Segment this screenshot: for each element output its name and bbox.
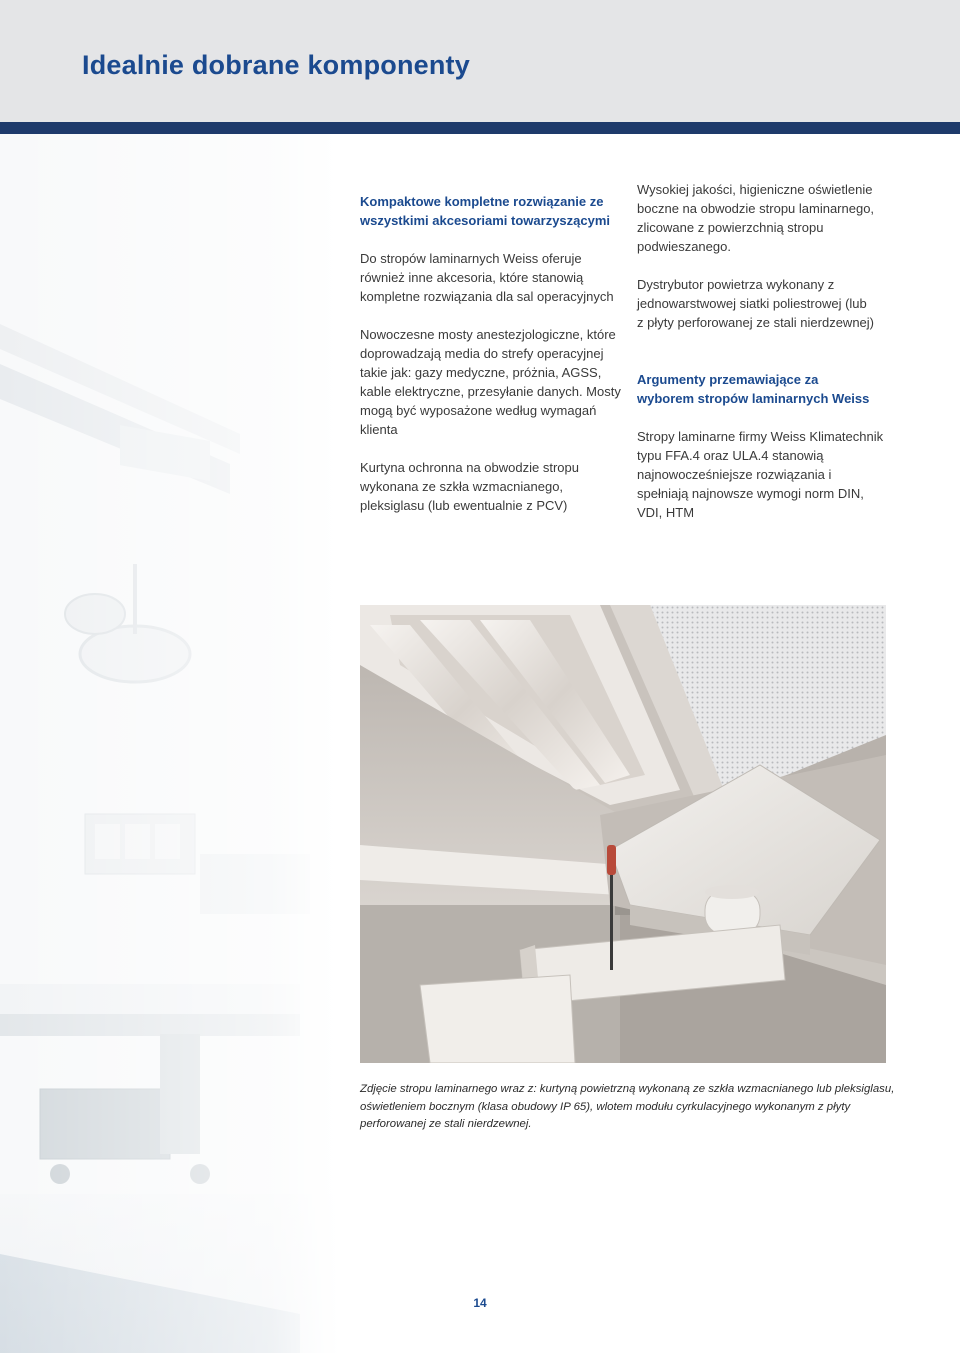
text-line: z płyty perforowanej ze stali nierdzewnej) (637, 315, 874, 330)
right-paragraph-2 (637, 275, 889, 332)
text-line: pleksiglasu (lub ewentualnie z PCV) (360, 498, 568, 513)
text-line: typu FFA.4 oraz ULA.4 stanowią (637, 448, 824, 463)
operating-room-background-image (0, 134, 340, 1353)
text-line: również inne akcesoria, które stanowią (360, 270, 584, 285)
text-line: Dystrybutor powietrza wykonany z (637, 277, 835, 292)
text-line: Do stropów laminarnych Weiss oferuje (360, 251, 582, 266)
left-heading (360, 192, 622, 230)
text-line: Stropy laminarne firmy Weiss Klimatechnik (637, 429, 884, 444)
right-heading-line: Argumenty przemawiające za (637, 372, 819, 387)
caption-line: Zdjęcie stropu laminarnego wraz z: kurtyną powietrzną wykonaną ze szkła wzmacnianego lub pleksiglasu, (360, 1083, 895, 1095)
text-line: Kurtyna ochronna na obwodzie stropu (360, 460, 579, 475)
text-line: klienta (360, 422, 398, 437)
text-line: Wysokiej jakości, higieniczne oświetlenie (637, 182, 873, 197)
caption-line: perforowanej ze stali nierdzewnej. (360, 1118, 532, 1130)
right-paragraph-1 (637, 180, 889, 256)
text-line: Nowoczesne mosty anestezjologiczne, które (360, 327, 616, 342)
page-title: Idealnie dobrane komponenty (82, 50, 470, 80)
text-line: mogą być wyposażone według wymagań (360, 403, 597, 418)
right-heading-line: wyborem stropów laminarnych Weiss (637, 391, 870, 406)
text-line: spełniają najnowsze wymogi norm DIN, (637, 486, 864, 501)
left-heading-line: Kompaktowe kompletne rozwiązanie ze (360, 194, 604, 209)
caption-line: oświetleniem bocznym (klasa obudowy IP 65), wlotem modułu cyrkulacyjnego wykonanym z płyty (360, 1100, 851, 1113)
right-text-column (637, 180, 889, 522)
text-line: kable elektryczne, przesyłanie danych. Mosty (360, 384, 621, 399)
text-line: VDI, HTM (637, 505, 695, 520)
right-heading (637, 370, 889, 408)
text-line: jednowarstwowej siatki poliestrowej (lub (637, 296, 867, 311)
left-heading-line: wszystkimi akcesoriami towarzyszącymi (360, 213, 611, 228)
left-text-column (360, 192, 622, 515)
header-rule (0, 122, 960, 134)
text-line: kompletne rozwiązania dla sal operacyjnych (360, 289, 614, 304)
text-line: boczne na obwodzie stropu laminarnego, (637, 201, 875, 216)
page-number: 14 (473, 1296, 487, 1310)
text-line: takie jak: gazy medyczne, próżnia, AGSS, (360, 365, 602, 380)
right-paragraph-3 (637, 427, 889, 522)
left-paragraph-3 (360, 458, 622, 515)
photo-caption (360, 1081, 900, 1134)
laminar-ceiling-photo (360, 605, 886, 1063)
text-line: najnowocześniejsze rozwiązania i (637, 467, 832, 482)
left-paragraph-2 (360, 325, 622, 439)
text-line: wykonana ze szkła wzmacnianego, (360, 479, 564, 494)
text-line: doprowadzają media do strefy operacyjnej (360, 346, 604, 361)
left-paragraph-1 (360, 249, 622, 306)
text-line: podwieszanego. (637, 239, 731, 254)
text-line: zlicowane z powierzchnią stropu (637, 220, 824, 235)
